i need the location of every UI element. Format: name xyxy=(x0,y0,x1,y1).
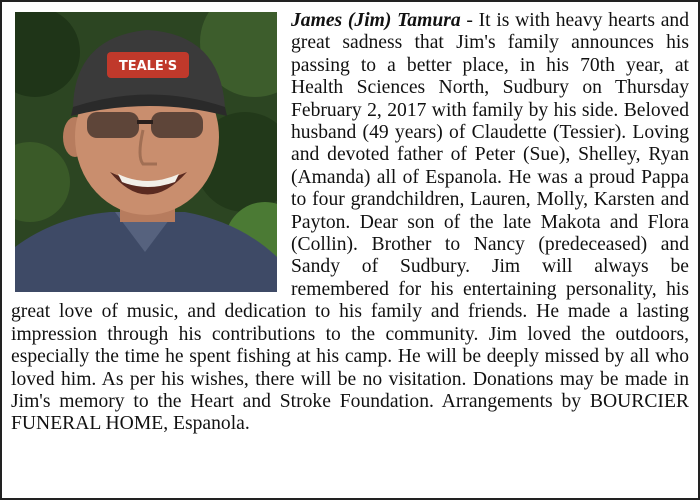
portrait-photo xyxy=(15,12,277,292)
deceased-name: James (Jim) Tamura xyxy=(291,10,461,31)
portrait-photo-icon xyxy=(15,12,277,292)
cap-logo-text: TEALE'S xyxy=(118,59,178,74)
obituary-body: - It is with heavy hearts and great sadness that Jim's family announces his passing to a better place, in his 70th year, at Health Sciences North, Sudbury on Thursday February 2, 2017 with family by his side. Beloved husband (49 years) of Claudette (Tessier). Loving and devoted father of Peter (Sue), Shelley, Ryan (Amanda) all of Espanola. He was a proud Pappa to four grandchildren, Lauren, Molly, Karsten and Payton. Dear son of the late Makota and Flora (Collin). Brother to Nancy (predeceased) and Sandy of Sudbury. Jim will always be remembered for his entertaining personality, his great love of music, and dedication to his family and friends. He made a lasting impression through his contributions to the community. Jim loved the outdoors, especially the time he spent fishing at his camp. He will be deeply missed by all who loved him. As per his wishes, there will be no visitation. Donations may be made in Jim's memory to the Heart and Stroke Foundation. Arrangements by BOURCIER FUNERAL HOME, Espanola. xyxy=(11,10,690,435)
